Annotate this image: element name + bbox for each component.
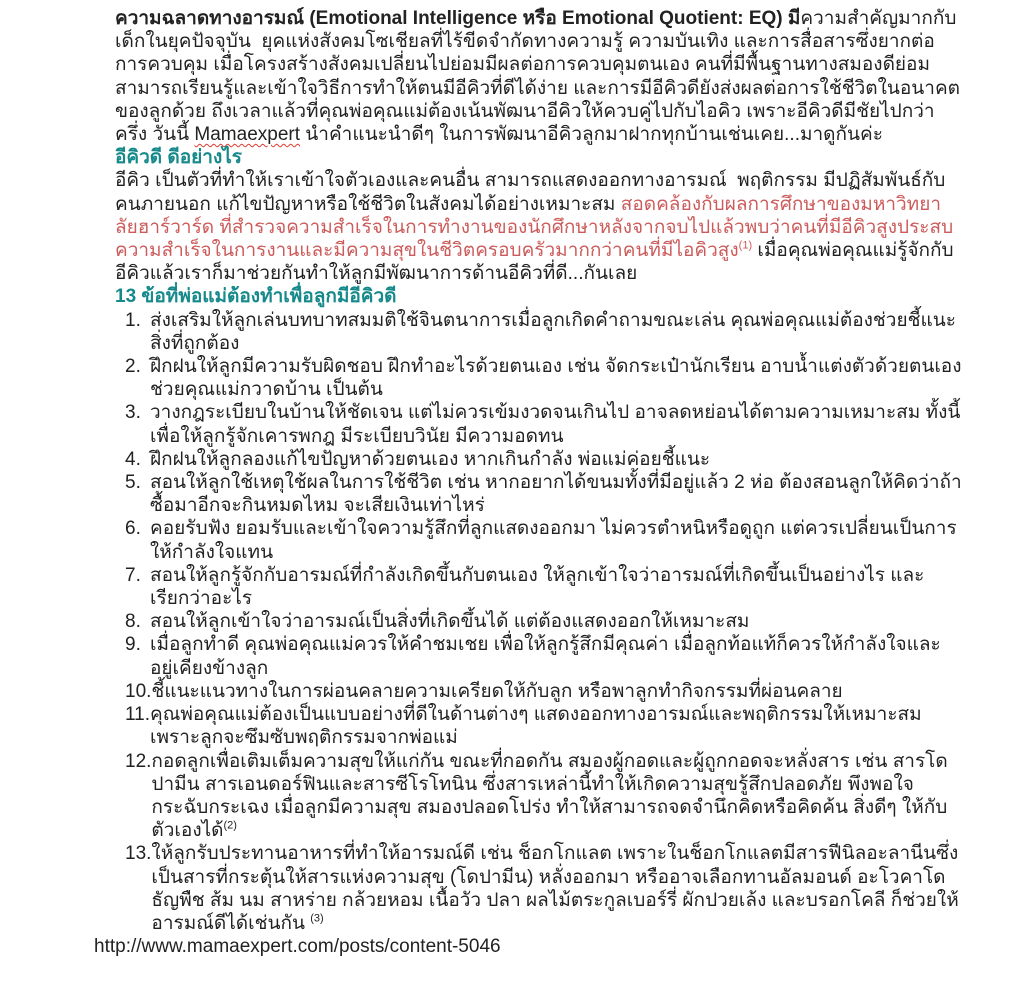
source-url: http://www.mamaexpert.com/posts/content-5046 <box>94 936 501 958</box>
list-item-text: คุณพ่อคุณแม่ต้องเป็นแบบอย่างที่ดีในด้านต่างๆ แสดงออกทางอารมณ์และพฤติกรรมให้เหมาะสมเพราะลูกจะซึมซับพฤติกรรมจากพ่อแม่ <box>150 704 922 749</box>
list-item-text: ชี้แนะแนวทางในการผ่อนคลายความเครียดให้กับลูก หรือพาลูกทำกิจกรรมที่ผ่อนคลาย <box>151 680 843 702</box>
list-item <box>125 564 962 610</box>
list-item-text-wrap <box>150 355 967 401</box>
list-item-text: ฝึกฝนให้ลูกมีความรับผิดชอบ ฝึกทำอะไรด้วยตนเอง เช่น จัดกระเป๋านักเรียน อาบน้ำแต่งตัวด้วยตนเอง ช่วยคุณแม่กวาดบ้าน เป็นต้น <box>150 356 967 401</box>
list-item <box>125 750 962 843</box>
list-item-text-wrap <box>150 309 962 355</box>
list-item <box>125 401 962 447</box>
intro-bold-lead: ความฉลาดทางอารมณ์ (Emotional Intelligence หรือ Emotional Quotient: EQ) มี <box>115 8 801 29</box>
list-item-text: สอนให้ลูกรู้จักกับอารมณ์ที่กำลังเกิดขึ้นกับตนเอง ให้ลูกเข้าใจว่าอารมณ์ที่เกิดขึ้นเป็นอย่างไร และเรียกว่าอะไร <box>150 564 925 610</box>
citation-sup: (2) <box>223 819 237 832</box>
list-item-text-wrap <box>150 401 962 447</box>
list-item-text-wrap <box>151 842 962 935</box>
list-item-number: 6. <box>125 518 141 540</box>
list-item-number: 10. <box>125 680 152 702</box>
list-item-text: สอนให้ลูกใช้เหตุใช้ผลในการใช้ชีวิต เช่น หากอยากได้ขนมทั้งที่มีอยู่แล้ว 2 ห่อ ต้องสอนลูกให้คิดว่าถ้าซื้อมาอีกจะกินหมดไหม จะเสียเงินเท่าไหร่ <box>150 472 962 517</box>
list-item-text-wrap <box>150 471 962 517</box>
list-item-text: สอนให้ลูกเข้าใจว่าอารมณ์เป็นสิ่งที่เกิดขึ้นได้ แต่ต้องแสดงออกให้เหมาะสม <box>150 611 750 633</box>
list-item <box>125 355 967 401</box>
citation-1: (1) <box>738 239 753 252</box>
intro-body-text-after: นำคำแนะนำดีๆ ในการพัฒนาอีคิวลูกมาฝากทุกบ้านเช่นเคย...มาดูกันค่ะ <box>300 124 883 146</box>
list-item-text-wrap <box>151 680 962 703</box>
list-item-number: 7. <box>125 564 141 586</box>
list-item-text: ฝึกฝนให้ลูกลองแก้ไขปัญหาด้วยตนเอง หากเกินกำลัง พ่อแม่ค่อยชี้แนะ <box>150 448 711 470</box>
numbered-list <box>115 309 967 935</box>
list-item <box>125 610 962 633</box>
list-item <box>125 842 962 935</box>
list-item <box>125 633 962 679</box>
list-item-number: 1. <box>125 309 141 331</box>
list-item-text-wrap <box>151 750 962 843</box>
list-item-text: ส่งเสริมให้ลูกเล่นบทบาทสมมติใช้จินตนาการเมื่อลูกเกิดคำถามขณะเล่น คุณพ่อคุณแม่ต้องช่วยชี้แนะสิ่งที่ถูกต้อง <box>150 309 956 354</box>
section-heading-13-tips: 13 ข้อที่พ่อแม่ต้องทำเพื่อลูกมีอีคิวดี <box>115 286 397 308</box>
intro-body-text: ความสำคัญมากกับเด็กในยุคปัจจุบัน ยุคแห่งสังคมโซเชียลที่ไร้ขีดจำกัดทางความรู้ ความบันเทิง และการสื่อสารซึ่งยากต่อการควบคุม เมื่อโครงสร้างสังคมเปลี่ยนไปย่อมมีผลต่อการควบคุมตนเอง คนที่มีพื้นฐานทางสมองดีย่อมสามารถเรียนรู้และเข้าใจวิธีการทำให้ตนมีอีคิวที่ดีได้ง่าย และการมีอีคิวดียังส่งผลต่อการใช้ชีวิตในอนาคตของลูกด้วย ถึงเวลาแล้วที่คุณพ่อคุณแม่ต้องเน้นพัฒนาอีคิวให้ควบคู่ไปกับไอคิว เพราะอีคิวดีมีชัยไปกว่าครึ่ง วันนี้ <box>115 8 961 146</box>
list-item <box>125 448 962 471</box>
list-item-number: 2. <box>125 356 141 378</box>
list-item-number: 12. <box>125 750 152 772</box>
list-item-number: 11. <box>125 704 151 726</box>
intro-paragraph <box>115 7 962 146</box>
list-item-text: เมื่อลูกทำดี คุณพ่อคุณแม่ควรให้คำชมเชย เพื่อให้ลูกรู้สึกมีคุณค่า เมื่อลูกท้อแท้ก็ควรให้กำลังใจและอยู่เคียงข้างลูก <box>150 634 941 679</box>
list-item <box>125 309 962 355</box>
list-item-text-wrap <box>150 448 962 471</box>
eq-explanation-paragraph <box>115 169 962 285</box>
list-item <box>125 680 962 703</box>
eq-text-black-2: เมื่อคุณพ่อคุณแม่รู้จักกับอีคิวแล้วเราก็มาช่วยกันทำให้ลูกมีพัฒนาการด้านอีคิวที่ดี...กันเลย <box>115 240 954 285</box>
list-item-text: ให้ลูกรับประทานอาหารที่ทำให้อารมณ์ดี เช่น ช็อกโกแลต เพราะในช็อกโกแลตมีสารฟีนิลอะลานีนซึ่งเป็นสารที่กระตุ้นให้สารแห่งความสุข (โดปามีน) หลั่งออกมา หรืออาจเลือกทานอัลมอนด์ อะโวคาโด ธัญพืช ส้ม นม สาหร่าย กล้วยหอม เนื้อวัว ปลา ผลไม้ตระกูลเบอร์รี่ ผักปวยเล้ง และบรอกโคลี ก็ช่วยให้อารมณ์ดีได้เช่นกัน <box>151 843 959 934</box>
brand-word-spellchecked: Mamaexpert <box>194 124 301 146</box>
list-item-number: 8. <box>125 611 141 633</box>
list-item-number: 13. <box>125 843 152 865</box>
list-item-text-wrap <box>150 610 962 633</box>
list-item-text-wrap <box>150 564 962 610</box>
list-item-text-wrap <box>150 633 962 679</box>
list-item-number: 3. <box>125 402 141 424</box>
list-item <box>125 471 962 517</box>
list-item-number: 5. <box>125 472 141 494</box>
harvard-study-highlight: สอดคล้องกับผลการศึกษาของมหาวิทยาลัยฮาร์วาร์ด ที่สำรวจความสำเร็จในการทำงานของนักศึกษาหลังจากจบไปแล้วพบว่าคนที่มีอีคิวสูงประสบความสำเร็จในการงานและมีความสุขในชีวิตครอบครัวมากกว่าคนที่มีไอคิวสูง <box>115 193 954 262</box>
list-item-number: 9. <box>125 634 141 656</box>
list-item-text: คอยรับฟัง ยอมรับและเข้าใจความรู้สึกที่ลูกแสดงออกมา ไม่ควรตำหนิหรือดูถูก แต่ควรเปลี่ยนเป็นการให้กำลังใจแทน <box>150 518 957 563</box>
list-item-text-wrap <box>150 517 962 563</box>
section-heading-eq-benefits: อีคิวดี ดีอย่างไร <box>115 147 242 169</box>
list-item <box>125 517 962 563</box>
list-item <box>125 703 962 749</box>
citation-sup: (3) <box>310 912 324 925</box>
eq-text-black-1: อีคิว เป็นตัวที่ทำให้เราเข้าใจตัวเองและคนอื่น สามารถแสดงออกทางอารมณ์ พฤติกรรม มีปฏิสัมพันธ์กับคนภายนอก แก้ไขปัญหาหรือใช้ชีวิตในสังคมได้อย่างเหมาะสม <box>115 170 946 215</box>
list-item-number: 4. <box>125 448 141 470</box>
list-item-text-wrap <box>150 703 962 749</box>
list-item-text: วางกฎระเบียบในบ้านให้ชัดเจน แต่ไม่ควรเข้มงวดจนเกินไป อาจลดหย่อนได้ตามความเหมาะสม ทั้งนี้เพื่อให้ลูกรู้จักเคารพกฎ มีระเบียบวินัย มีความอดทน <box>150 402 961 447</box>
list-item-text: กอดลูกเพื่อเติมเต็มความสุขให้แก่กัน ขณะที่กอดกัน สมองผู้กอดและผู้ถูกกอดจะหลั่งสาร เช่น สารโดปามีน สารเอนดอร์ฟินและสารซีโรโทนิน ซึ่งสารเหล่านี้ทำให้เกิดความสุขรู้สึกปลอดภัย พึงพอใจ กระฉับกระเฉง เมื่อลูกมีความสุข สมองปลอดโปร่ง ทำให้สามารถจดจำนึกคิดหรือคิดค้น สิ่งดีๆ ให้กับตัวเองได้ <box>151 750 948 842</box>
